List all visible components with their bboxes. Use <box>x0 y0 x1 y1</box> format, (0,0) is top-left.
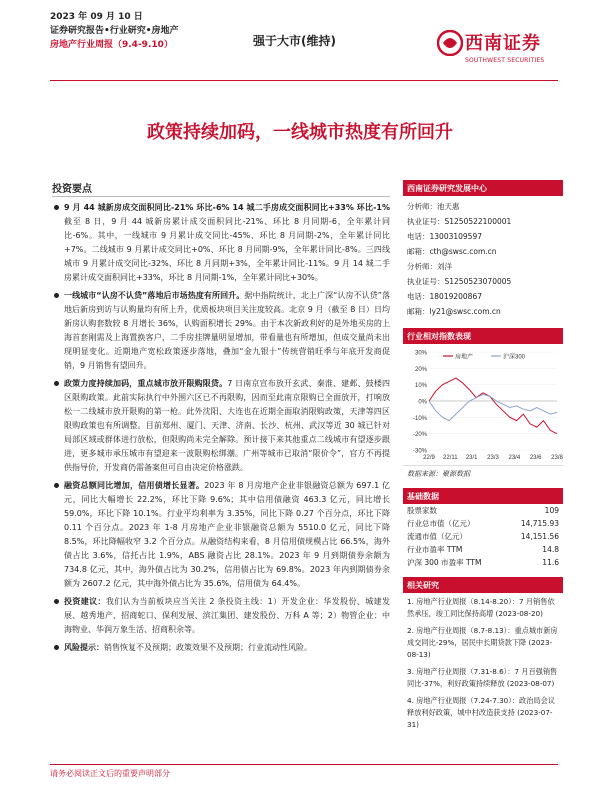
analyst-line: 分析师：池天惠 <box>407 202 460 211</box>
report-category: 证券研究报告•行业研究•房地产 <box>50 26 179 36</box>
table-row <box>403 517 563 530</box>
bullet-icon <box>54 381 59 386</box>
x-tick-label: 23/6 <box>529 455 542 461</box>
table-row <box>403 556 563 569</box>
row-label: 流通市值（亿元） <box>407 532 467 541</box>
bullet-icon <box>54 599 59 604</box>
row-value: 14,151.56 <box>520 532 559 541</box>
list-item[interactable]: 4. 房地产行业周报（7.24-7.30）：政治局会议释放利好政策，城中村改造获支持 (2023-07-31) <box>407 696 555 729</box>
y-tick-label: 30% <box>414 350 427 357</box>
rating: 强于大市(维持) <box>253 34 336 48</box>
x-tick-label: 23/3 <box>487 455 499 461</box>
x-tick-label: 23/4 <box>508 455 521 461</box>
page-title: 政策持续加码，一线城市热度有所回升 <box>147 122 453 143</box>
bullet-icon <box>54 483 59 488</box>
analyst-line: 邮箱：ly21@swsc.com.cn <box>407 307 501 316</box>
report-date: 2023 年 09 月 10 日 <box>50 12 143 22</box>
paragraph-body: 截至 8 日，9 月 44 城新房累计成交面积同比-21%、环比 8 月同期-6，全年累计同比-6%。其中，一线城市 9 月累计成交同比-45%、环比 8 月同期-2%，全年累计同比+7%。二线城市 9 月累计成交同比+0%、环比 8 月同期-9%，全年累计同比-8%。三四线城市 9 月累计成交同比-32%、环比 8 月同期+3%，全年累计同比-11%。9 月 14 城二手房累计成交面积同比+33%，环比 8 月同期-1%，全年累计同比+30%。 <box>64 217 390 282</box>
highlight-paragraph <box>52 641 390 655</box>
basic-data-head: 基础数据 <box>403 488 563 504</box>
row-value: 11.6 <box>542 558 559 567</box>
series-line <box>429 378 557 434</box>
legend-label: 沪深300 <box>503 354 526 361</box>
research-team-head: 西南证券研究发展中心 <box>403 180 563 196</box>
analyst-info <box>403 196 563 322</box>
x-tick-label: 22/9 <box>423 455 435 461</box>
highlights-label: 投资要点 <box>52 184 92 195</box>
paragraph-lead: 一线城市“认房不认贷”落地后市场热度有所回升。 <box>64 291 245 300</box>
series-line <box>429 395 557 421</box>
paragraph-lead: 投资建议： <box>64 597 106 606</box>
list-item[interactable]: 3. 房地产行业周报（7.31-8.6）：7 月百强销售同比-37%，利好政策持续释放 (2023-08-07) <box>407 667 558 688</box>
report-weekly: 房地产行业周报（9.4-9.10） <box>50 40 173 50</box>
row-label: 沪深 300 市盈率 TTM <box>407 558 482 567</box>
row-label: 行业总市值（亿元） <box>407 519 475 528</box>
legend-label: 房地产 <box>455 354 474 361</box>
chart-area <box>403 344 563 466</box>
paragraph-lead: 风险提示： <box>64 643 104 652</box>
highlight-paragraph <box>52 201 390 285</box>
logo-mark-icon <box>437 30 463 56</box>
chart-source: 数据来源：聚源数据 <box>407 470 470 478</box>
analyst-line: 分析师：刘洋 <box>407 262 452 271</box>
bullet-icon <box>54 293 59 298</box>
y-tick-label: -10% <box>412 415 427 422</box>
related-head: 相关研究 <box>403 577 563 593</box>
y-tick-label: 10% <box>414 383 427 390</box>
basic-data <box>403 488 563 569</box>
highlights-body <box>52 196 390 736</box>
logo-name: 西南证券 <box>465 33 541 54</box>
sidebar <box>403 180 563 733</box>
chart-head: 行业相对指数表现 <box>403 328 563 344</box>
y-tick-label: -20% <box>412 432 427 439</box>
footer-notice: 请务必阅读正文后的重要声明部分 <box>50 769 170 778</box>
header-rule <box>50 80 558 81</box>
analyst-line: 执业证号：S1250522100001 <box>407 217 512 226</box>
list-item[interactable]: 2. 房地产行业周报（8.7-8.13）：重点城市新房成交同比-29%，居民中长期贷款下降 (2023-08-13) <box>407 626 558 659</box>
row-label: 股票家数 <box>407 506 437 515</box>
paragraph-body: 据中指院统计，北上广深“认房不认贷”落地后新房到访与认购量均有所上升，优质板块项目关注度较高。北京 9 月（截至 8 日）日均新房认购套数较 8 月增长 36%，认购面积增长 29%。由于本次新政利好的是外地买房的上海首套刚需及上海置换客户，二手房挂牌量明显增加，带看量也有所增加，但成交量尚未出现明显变化。近期地产宽松政策逐步落地，叠加“金九银十”传统营销旺季与年底开发商促销，9 月销售有望回升。 <box>64 291 390 370</box>
analyst-line: 邮箱：cth@swsc.com.cn <box>407 247 497 256</box>
logo <box>437 28 557 72</box>
analyst-line: 电话：13003109597 <box>407 232 482 241</box>
x-tick-label: 22/11 <box>443 455 458 461</box>
header-left <box>50 10 179 52</box>
related-research <box>403 577 563 733</box>
highlight-paragraph <box>52 289 390 373</box>
highlight-paragraph <box>52 595 390 637</box>
paragraph-lead: 9 月 44 城新房成交面积同比-21% 环比-6% 14 城二手房成交面积同比+33% 环比-1% <box>64 203 390 212</box>
chart-box <box>403 328 563 482</box>
paragraph-body: 2023 年 8 月房地产企业非银融资总额为 697.1 亿元，同比大幅增长 22.2%，环比下降 9.6%；其中信用债融资 463.3 亿元，同比增长 59.0%，环比下降 10.1%。行业平均利率为 3.35%，同比下降 0.27 个百分点，环比下降 0.11 个百分点。2023 年 1-8 月房地产企业非银融资总额为 5510.0 亿元，同比下降 8.5%，环比降幅收窄 3.2 个百分点。从融资结构来看，8 月信用债规模占比 66.5%，海外债占比 3.6%，信托占比 1.9%，ABS 融资占比 28.1%。2023 年 9 月到期债券余额为 734.8 亿元，其中，海外债占比为 30.2%，信用债占比为 69.8%。2023 年内到期债券余额为 2607.2 亿元，其中海外债占比为 35.6%，信用债为 64.4%。 <box>64 481 390 588</box>
y-tick-label: 0% <box>418 399 427 406</box>
footer-rule <box>50 764 558 765</box>
paragraph-body: 我们认为当前板块应当关注 2 条投资主线：1）开发企业：华发股份、城建发展、越秀地产、招商蛇口、保利发展、滨江集团、建发股份、万科 A 等；2）物管企业：中海物业、华润万象生活、招商积余等。 <box>64 597 390 634</box>
analyst-line: 电话：18019200867 <box>407 292 482 301</box>
paragraph-body: 7 日南京宣布放开玄武、秦淮、建邺、鼓楼四区限购政策。此前实际执行中外围六区已不再限购，因而至此南京限购已全面放开，打响放松一二线城市放开限购的第一枪。此外沈阳、大连也在近期全面取消限购政策，天津等四区限购政策也有所调整。目前郑州、厦门、天津、济南、长沙、杭州、武汉等近 30 城已针对局部区域或群体进行放松，但限购尚未完全解除。预计接下来其他重点二线城市有望逐步跟进，更多城市承压城市有望迎来一波限购松绑潮。广州等城市已取消“限价令”，官方不再提供指导价，开发商仍需备案但可自由决定价格涨跌。 <box>64 379 390 472</box>
bullet-icon <box>54 205 59 210</box>
row-value: 109 <box>544 506 559 515</box>
paragraph-body: 销售恢复不及预期；政策效果不及预期；行业流动性风险。 <box>104 643 312 652</box>
table-row <box>403 530 563 543</box>
highlight-paragraph <box>52 479 390 591</box>
row-value: 14.8 <box>542 545 559 554</box>
relative-index-chart <box>403 344 563 466</box>
bullet-icon <box>54 645 59 650</box>
y-tick-label: -30% <box>412 448 427 455</box>
table-row <box>403 543 563 556</box>
y-tick-label: 20% <box>414 366 427 373</box>
row-value: 14,715.93 <box>520 519 559 528</box>
table-row <box>403 504 563 517</box>
list-item[interactable]: 1. 房地产行业周报（8.14-8.20）：7 月销售依然承压，竣工同比保持高增 (2023-08-20) <box>407 597 555 618</box>
highlight-paragraph <box>52 377 390 475</box>
row-label: 行业市盈率 TTM <box>407 545 463 554</box>
paragraph-lead: 政策力度持续加码，重点城市放开限购限贷。 <box>64 379 228 388</box>
x-tick-label: 23/8 <box>551 455 563 461</box>
paragraph-lead: 融资总额同比增加，信用债增长显著。 <box>64 481 205 490</box>
x-tick-label: 23/1 <box>465 455 478 461</box>
analyst-line: 执业证号：S1250523070005 <box>407 277 512 286</box>
logo-en: SOUTHWEST SECURITIES <box>465 57 545 64</box>
basic-data-table <box>403 504 563 569</box>
